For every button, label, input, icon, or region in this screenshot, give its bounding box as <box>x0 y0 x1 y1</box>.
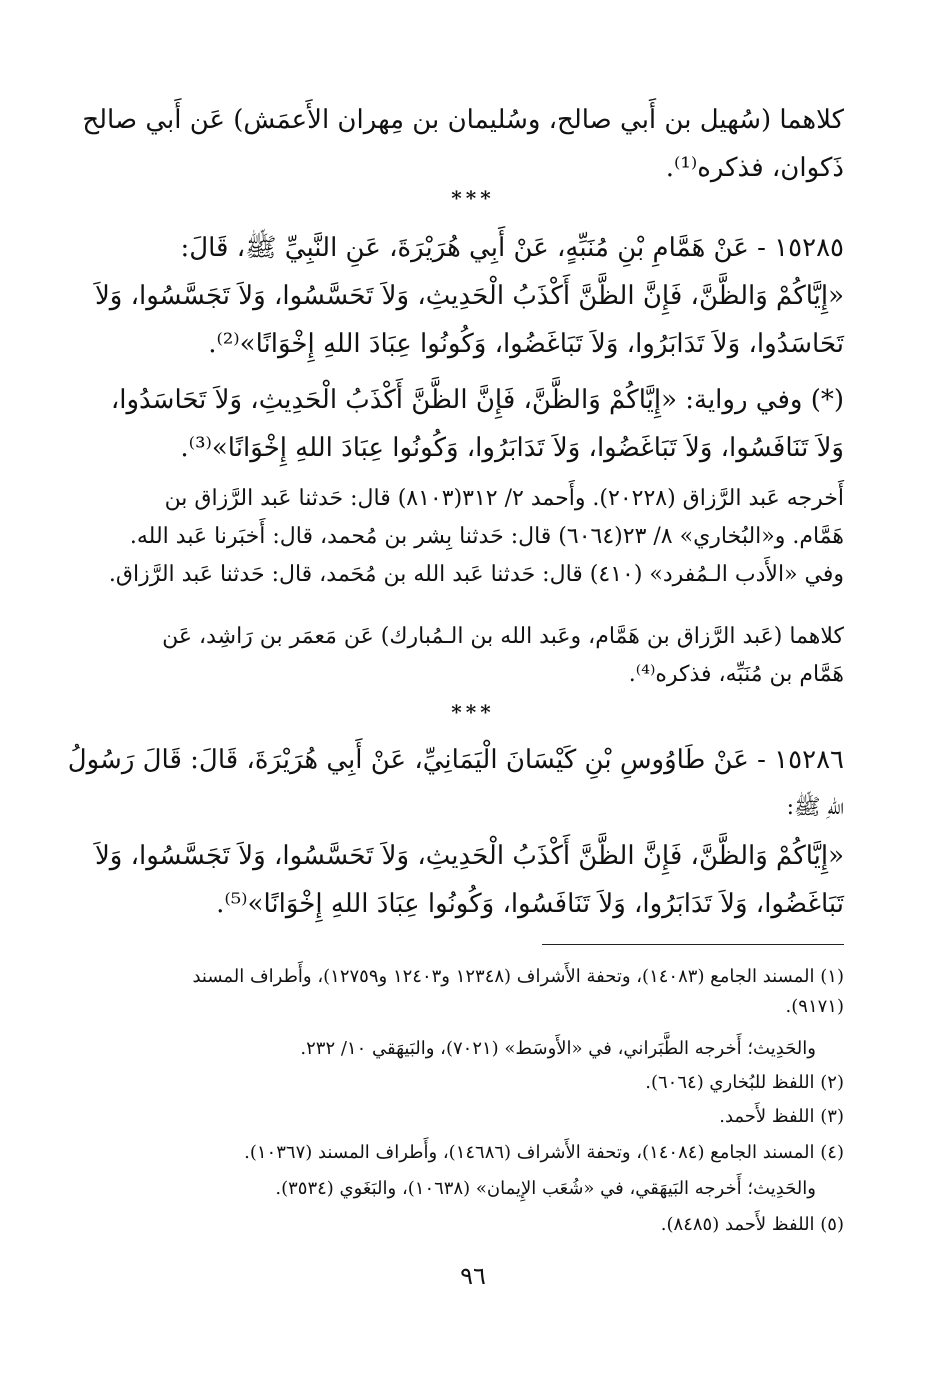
hadith-15286-text <box>67 736 844 928</box>
hadith-line: ١٥٢٨٦ - عَنْ طَاوُوسِ بْنِ كَيْسَانَ الْيَمَانِيِّ، عَنْ أَبِي هُرَيْرَةَ، قَالَ: قَالَ رَسُولُ <box>67 745 844 775</box>
takhrij-line: وفي «الأَدب الـمُفرد» (٤١٠) قال: حَدثنا عَبد الله بن مُحَمد، قال: حَدثنا عَبد الرَّزاق. <box>108 562 844 587</box>
hadith-15285-chain <box>104 618 844 694</box>
footnote-1-extra: والحَدِيث؛ أَخرجه الطَّبَراني، في «الأَوسَط» (٧٠٢١)، والبَيهَقي ١٠/ ٢٣٢. <box>300 1038 816 1059</box>
hadith-line: تَبَاغَضُوا، وَلاَ تَدَابَرُوا، وَلاَ تَنَافَسُوا، وَكُونُوا عِبَادَ اللهِ إِخْوَانًا»⁽⁵⁾. <box>216 889 844 919</box>
page-number: ٩٦ <box>460 1262 486 1290</box>
hadith-line: اللهِ ﷺ: <box>786 795 844 820</box>
hadith-line: تَحَاسَدُوا، وَلاَ تَدَابَرُوا، وَلاَ تَبَاغَضُوا، وَكُونُوا عِبَادَ اللهِ إِخْوَانًا»⁽²⁾. <box>208 329 844 359</box>
hadith-15285-takhrij <box>104 480 844 594</box>
footnote-line: (١) المسند الجامع (١٤٠٨٣)، وتحفة الأَشراف (١٢٣٤٨ و١٢٤٠٣ و١٢٧٥٩)، وأَطراف المسند <box>192 966 844 987</box>
footnote-separator <box>542 944 844 945</box>
footnote-3: (٣) اللفظ لأَحمد. <box>719 1106 844 1127</box>
hadith-line: ١٥٢٨٥ - عَنْ هَمَّامِ بْنِ مُنَبِّهٍ، عَنْ أَبِي هُرَيْرَةَ، عَنِ النَّبِيِّ ﷺ، قَالَ: <box>180 233 844 263</box>
footnote-4: (٤) المسند الجامع (١٤٠٨٤)، وتحفة الأَشراف (١٤٦٨٦)، وأَطراف المسند (١٠٣٦٧). <box>244 1142 844 1163</box>
intro-line: ذَكوان، فذكره⁽¹⁾. <box>665 153 844 183</box>
footnote-2: (٢) اللفظ للبُخاري (٦٠٦٤). <box>645 1072 844 1093</box>
hadith-line: «إِيَّاكُمْ وَالظَّنَّ، فَإِنَّ الظَّنَّ أَكْذَبُ الْحَدِيثِ، وَلاَ تَحَسَّسُوا، وَلاَ تَجَسَّسُوا، وَلاَ <box>94 281 844 311</box>
hadith-15285-variant <box>104 376 844 472</box>
variant-line: (*) وفي رواية: «إِيَّاكُمْ وَالظَّنَّ، فَإِنَّ الظَّنَّ أَكْذَبُ الْحَدِيثِ، وَلاَ تَحَاسَدُوا، <box>110 385 844 415</box>
intro-line: كلاهما (سُهيل بن أَبي صالح، وسُليمان بن مِهران الأَعمَش) عَن أَبي صالح <box>82 105 844 135</box>
hadith-15285-text <box>94 224 844 368</box>
section-separator: *** <box>451 186 495 210</box>
hadith-line: «إِيَّاكُمْ وَالظَّنَّ، فَإِنَّ الظَّنَّ أَكْذَبُ الْحَدِيثِ، وَلاَ تَحَسَّسُوا، وَلاَ تَجَسَّسُوا، وَلاَ <box>94 841 844 871</box>
variant-line: وَلاَ تَنَافَسُوا، وَلاَ تَبَاغَضُوا، وَلاَ تَدَابَرُوا، وَكُونُوا عِبَادَ اللهِ إِخْوَانًا»⁽³⁾. <box>180 433 844 463</box>
takhrij-line: أَخرجه عَبد الرَّزاق (٢٠٢٢٨). وأَحمد ٢/ ٣١٢(٨١٠٣) قال: حَدثنا عَبد الرَّزاق بن <box>164 486 844 511</box>
section-separator: *** <box>451 700 495 724</box>
chain-line: كلاهما (عَبد الرَّزاق بن هَمَّام، وعَبد الله بن الـمُبارك) عَن مَعمَر بن رَاشِد، عَن <box>162 624 844 649</box>
footnote-line: (٩١٧١). <box>785 996 844 1017</box>
footnote-5: (٥) اللفظ لأَحمد (٨٤٨٥). <box>660 1214 844 1235</box>
chain-line: هَمَّام بن مُنَبِّه، فذكره⁽⁴⁾. <box>628 662 844 687</box>
footnote-1 <box>104 962 844 1022</box>
footnote-4-extra: والحَدِيث؛ أَخرجه البَيهَقي، في «شُعَب الإِيمان» (١٠٦٣٨)، والبَغَوي (٣٥٣٤). <box>275 1178 816 1199</box>
takhrij-line: هَمَّام. و«البُخاري» ٨/ ٢٣(٦٠٦٤) قال: حَدثنا بِشر بن مُحمد، قال: أَخبَرنا عَبد الله. <box>129 524 844 549</box>
intro-paragraph <box>82 96 844 192</box>
